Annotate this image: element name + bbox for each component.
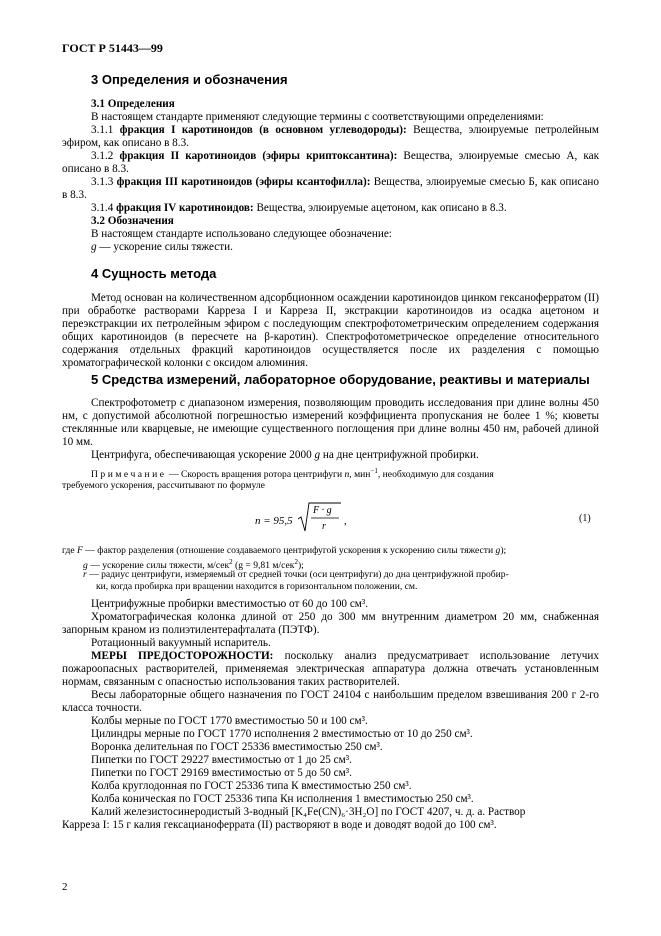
separatory-funnel: Воронка делительная по ГОСТ 25336 вместимостью 250 см³. <box>91 741 383 753</box>
volumetric-flasks: Колбы мерные по ГОСТ 1770 вместимостью 50 и 100 см³. <box>91 715 368 727</box>
subsection-3-2-title: 3.2 Обозначения <box>91 215 174 227</box>
where-F: где F — фактор разделения (отношение создаваемого центрифугой ускорения к ускорению силы тяжести g); <box>62 545 507 556</box>
definition-3-1-1: 3.1.1 фракция I каротиноидов (в основном углеводороды): Вещества, элюируемые петролейным эфиром, как описано в 8.3. <box>62 124 599 149</box>
vacuum-evaporator: Ротационный вакуумный испаритель. <box>91 637 271 649</box>
equation-number: (1) <box>579 513 591 524</box>
formula-denominator: r <box>322 521 326 532</box>
lab-scales: Весы лабораторные общего назначения по ГОСТ 24104 с наибольшим пределом взвешивания 200 г 2-го класса точности. <box>62 689 599 714</box>
potassium-ferrocyanide-line-1: Калий железистосинеродистый 3-водный [K₄Fe(CN)₆·3H₂O] по ГОСТ 4207, ч. д. а. Раствор <box>91 806 526 818</box>
measuring-cylinders: Цилиндры мерные по ГОСТ 1770 исполнения 2 вместимостью от 10 до 250 см³. <box>91 728 473 740</box>
section-3-title: 3 Определения и обозначения <box>91 72 288 87</box>
conical-flask: Колба коническая по ГОСТ 25336 типа Кн исполнения 1 вместимостью 250 см³. <box>91 793 474 805</box>
definition-3-1-2: 3.1.2 фракция II каротиноидов (эфиры криптоксантина): Вещества, элюируемые смесью А, как описано в 8.3. <box>62 150 600 175</box>
note-line-1: Примечание — Скорость вращения ротора центрифуги n, мин$^{-1}$, необходимую для создания <box>91 467 494 481</box>
designation-g: g — ускорение силы тяжести. <box>91 241 233 253</box>
definition-3-1-4: 3.1.4 фракция IV каротиноидов: Вещества, элюируемые ацетоном, как описано в 8.3. <box>91 202 507 214</box>
pipettes-1: Пипетки по ГОСТ 29227 вместимостью от 1 до 25 см³. <box>91 754 352 766</box>
section-5-title: 5 Средства измерений, лабораторное оборудование, реактивы и материалы <box>91 372 590 387</box>
section-4-title: 4 Сущность метода <box>91 266 217 281</box>
potassium-ferrocyanide-line-2: Карреза I: 15 г калия гексацианоферрата (II) растворяют в воде и доводят водой до 100 см³. <box>62 819 497 831</box>
page-number: 2 <box>62 881 68 893</box>
chromatography-column: Хроматографическая колонка длиной от 250 до 300 мм внутренним диаметром 20 мм, снабженная запорным краном из полиэтилентерафталата (ПЭТФ). <box>62 611 599 636</box>
centrifuge-text: Центрифуга, обеспечивающая ускорение 2000 g на дне центрифужной пробирки. <box>91 449 479 461</box>
designations-intro: В настоящем стандарте использовано следующее обозначение: <box>91 228 392 240</box>
spectrophotometer-text: Спектрофотометр с диапазоном измерения, позволяющим проводить исследования при длине волны 450 нм, с допустимой абсолютной погрешностью измерений коэффициента пропускания не более 1 %; кюветы стеклянные или кварцевые, не имеющие существенного поглощения при длине волны 450 нм, рабочей длиной 10 мм. <box>62 397 599 448</box>
formula-tail: , <box>344 515 347 527</box>
where-g: g — ускорение силы тяжести, м/сек$^2$ (g = 9,81 м/сек$^2$); <box>83 558 304 572</box>
definitions-intro: В настоящем стандарте применяют следующие термины с соответствующими определениями: <box>91 111 544 123</box>
precautions: МЕРЫ ПРЕДОСТОРОЖНОСТИ: поскольку анализ предусматривает использование летучих пожароопасных растворителей, применяемая электрическая аппаратура должна отвечать установленным нормам, связанным с опасностью использования таких растворителей. <box>62 650 599 688</box>
definition-3-1-3: 3.1.3 фракция III каротиноидов (эфиры ксантофилла): Вещества, элюируемые смесью Б, как описано в 8.3. <box>62 176 600 201</box>
document-header: ГОСТ Р 51443—99 <box>62 41 163 55</box>
formula-numerator: F · g <box>313 505 332 516</box>
centrifuge-tubes: Центрифужные пробирки вместимостью от 60 до 100 см³. <box>91 598 369 610</box>
note-line-2: требуемого ускорения, рассчитывают по формуле <box>62 480 265 491</box>
subsection-3-1-title: 3.1 Определения <box>91 98 175 110</box>
where-r-cont: ки, когда пробирка при вращении находится в горизонтальном положении, см. <box>96 581 418 592</box>
pipettes-2: Пипетки по ГОСТ 29169 вместимостью от 5 до 50 см³. <box>91 767 352 779</box>
formula-1 <box>255 497 375 537</box>
round-flask: Колба круглодонная по ГОСТ 25336 типа К вместимостью 250 см³. <box>91 780 412 792</box>
section-4-text: Метод основан на количественном адсорбционном осаждении каротиноидов цинком гексаноферратом (II) при обработке растворами Карреза I и Карреза II, экстракции каротиноидов из осадка ацетоном и переэкстракции их петролейным эфиром с последующим спектрофотометрическим определением содержания общих каротиноидов (в пересчете на β-каротин). Спектрофотометрическое определение относительного содержания отдельных фракций каротиноидов осуществляется после их разделения с помощью хроматографической колонки с оксидом алюминия. <box>62 292 599 369</box>
formula-lhs: n = 95,5 <box>255 515 293 527</box>
where-r: r — радиус центрифуги, измеряемый от средней точки (оси центрифуги) до дна центрифужной пробир- <box>83 569 509 580</box>
